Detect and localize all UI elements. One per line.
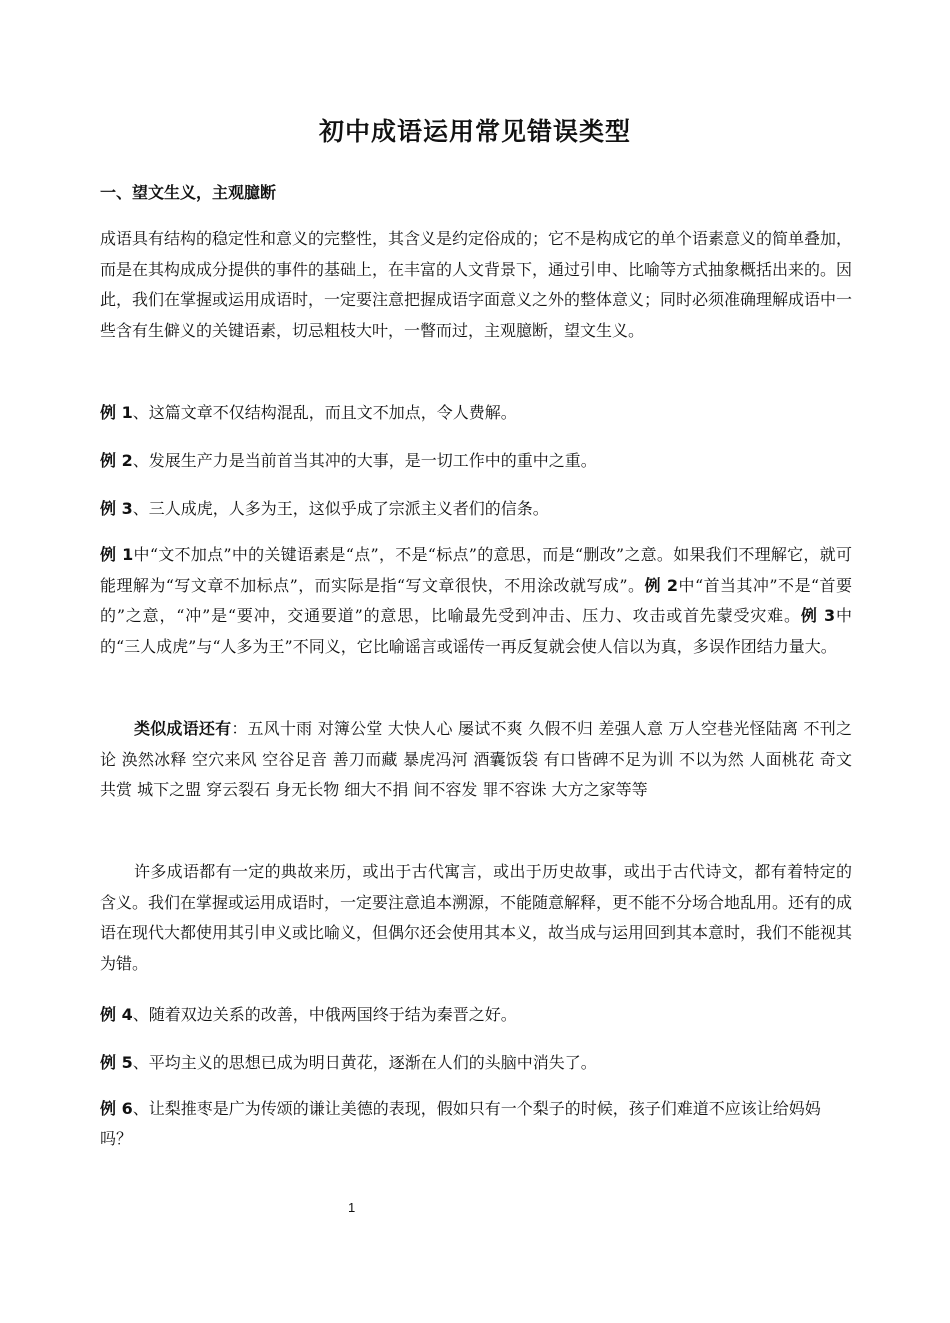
document-title: 初中成语运用常见错误类型 [318,117,631,146]
example-4 [100,1000,852,1030]
analysis-label-3: 例 3 [800,606,836,625]
example-label: 例 6 [100,1099,133,1118]
example-label: 例 5 [100,1053,133,1072]
intro-paragraph: 成语具有结构的稳定性和意义的完整性，其含义是约定俗成的；它不是构成它的单个语素意义的简单叠加，而是在其构成成分提供的事件的基础上，在丰富的人文背景下，通过引申、比喻等方式抽象概括出来的。因此，我们在掌握或运用成语时，一定要注意把握成语字面意义之外的整体意义；同时必须准确理解成语中一些含有生僻义的关键语素，切忌粗枝大叶，一瞥而过，主观臆断，望文生义。 [100,229,853,340]
example-5 [100,1048,852,1078]
example-text: 、三人成虎，人多为王，这似乎成了宗派主义者们的信条。 [132,499,549,518]
example-3 [100,494,852,524]
example-text: 、这篇文章不仅结构混乱，而且文不加点，令人费解。 [132,403,517,422]
example-6 [100,1094,852,1154]
example-text: 、发展生产力是当前首当其冲的大事，是一切工作中的重中之重。 [132,451,597,470]
analysis-text-3: 中的“三人成虎”与“人多为王”不同义，它比喻谣言或谣传一再反复就会使人信以为真，多误作团结力量大。 [100,606,852,656]
analysis-text-1: 中“文不加点”中的关键语素是“点”，不是“标点”的意思，而是“删改”之意。如果我们不理解它，就可能理解为“写文章不加标点”，而实际是指“写文章很快，不用涂改就写成”。 [100,545,852,595]
example-text: 、让梨推枣是广为传颂的谦让美德的表现，假如只有一个梨子的时候，孩子们难道不应该让给妈妈吗？ [100,1099,821,1148]
similar-label: 类似成语还有 [134,719,232,738]
example-text: 、随着双边关系的改善，中俄两国终于结为秦晋之好。 [132,1005,517,1024]
analysis-label-2: 例 2 [644,575,679,595]
similar-idioms-paragraph [100,714,852,806]
example-label: 例 1 [100,403,133,422]
section-heading: 一、望文生义，主观臆断 [100,183,277,202]
example-label: 例 4 [100,1005,133,1024]
origins-paragraph: 许多成语都有一定的典故来历，或出于古代寓言，或出于历史故事，或出于古代诗文，都有着特定的含义。我们在掌握或运用成语时，一定要注意追本溯源，不能随意解释，更不能不分场合地乱用。还有的成语在现代大都使用其引申义或比喻义，但偶尔还会使用其本义，故当成与运用回到其本意时，我们不能视其为错。 [100,862,853,973]
example-text: 、平均主义的思想已成为明日黄花，逐渐在人们的头脑中消失了。 [132,1053,597,1072]
example-1 [100,398,852,428]
analysis-text-2: 中“首当其冲”不是“首要的”之意，“冲”是“要冲，交通要道”的意思，比喻最先受到冲击、压力、攻击或首先蒙受灾难。 [100,575,852,625]
page-number: 1 [348,1200,356,1215]
example-2 [100,446,852,476]
analysis-paragraph [100,540,852,662]
similar-list: ：五风十雨 对簿公堂 大快人心 屡试不爽 久假不归 差强人意 万人空巷光怪陆离 不刊之论 涣然冰释 空穴来风 空谷足音 善刀而藏 暴虎冯河 酒囊饭袋 有口皆碑不足为训 不以为然 人面桃花 奇文共赏 城下之盟 穿云裂石 身无长物 细大不捐 间不容发 罪不容诛 大方之家等等 [100,719,852,799]
example-label: 例 3 [100,499,133,518]
analysis-label-1: 例 1 [100,545,134,564]
example-label: 例 2 [100,451,133,470]
